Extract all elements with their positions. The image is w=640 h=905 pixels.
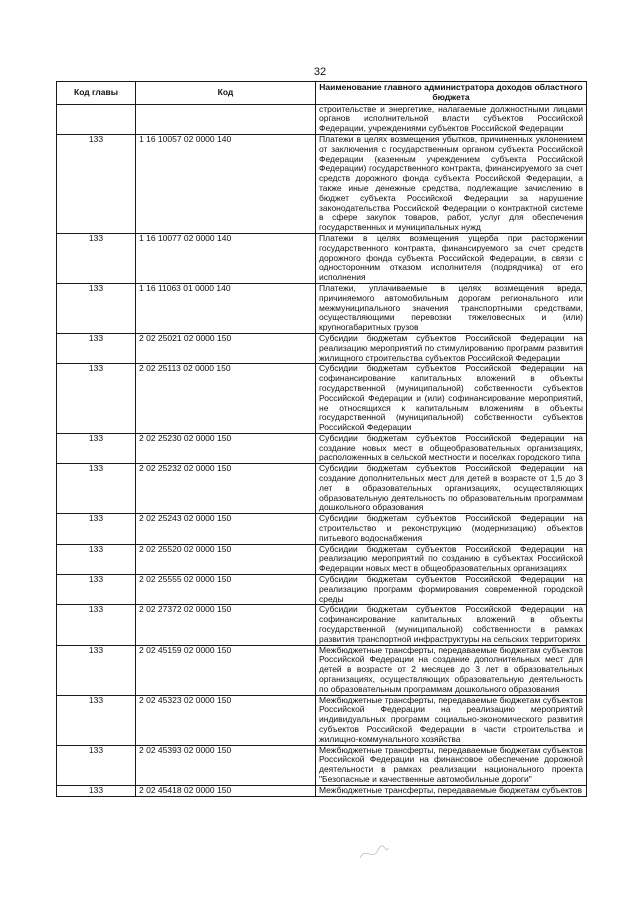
table-row	[57, 514, 587, 544]
name-cell: Платежи, уплачиваемые в целях возмещения вреда, причиняемого автомобильным дорогам регионального или межмуниципального значения транспортными средствами, осуществляющими перевозки тяжеловесных и (или) крупногабаритных грузов	[316, 283, 587, 333]
chapter-cell: 133	[57, 233, 136, 283]
table-row	[57, 364, 587, 434]
table-row	[57, 605, 587, 645]
chapter-cell: 133	[57, 695, 136, 745]
table-row	[57, 695, 587, 745]
header-chapter-code: Код главы	[57, 82, 136, 105]
chapter-cell: 133	[57, 283, 136, 333]
chapter-cell: 133	[57, 785, 136, 796]
table-row	[57, 645, 587, 695]
code-cell: 2 02 45418 02 0000 150	[136, 785, 316, 796]
code-cell: 2 02 25520 02 0000 150	[136, 544, 316, 574]
code-cell	[136, 104, 316, 134]
code-cell: 2 02 25021 02 0000 150	[136, 333, 316, 363]
revenue-administrators-table	[56, 81, 587, 797]
code-cell: 2 02 45393 02 0000 150	[136, 745, 316, 785]
chapter-cell: 133	[57, 645, 136, 695]
name-cell: Субсидии бюджетам субъектов Российской Федерации на реализацию мероприятий по созданию в субъектах Российской Федерации новых мест в общеобразовательных организациях	[316, 544, 587, 574]
chapter-cell: 133	[57, 605, 136, 645]
code-cell: 2 02 45159 02 0000 150	[136, 645, 316, 695]
chapter-cell	[57, 104, 136, 134]
table-row	[57, 464, 587, 514]
chapter-cell: 133	[57, 514, 136, 544]
chapter-cell: 133	[57, 134, 136, 233]
table-row	[57, 785, 587, 796]
chapter-cell: 133	[57, 575, 136, 605]
chapter-cell: 133	[57, 745, 136, 785]
name-cell: Субсидии бюджетам субъектов Российской Федерации на создание дополнительных мест для детей в возрасте от 1,5 до 3 лет в образовательных организациях, осуществляющих образовательную деятельность по образовательным программам дошкольного образования	[316, 464, 587, 514]
chapter-cell: 133	[57, 333, 136, 363]
table-row	[57, 134, 587, 233]
header-code: Код	[136, 82, 316, 105]
code-cell: 2 02 45323 02 0000 150	[136, 695, 316, 745]
code-cell: 1 16 11063 01 0000 140	[136, 283, 316, 333]
table-row	[57, 333, 587, 363]
table-header-row	[57, 82, 587, 105]
pen-mark	[358, 842, 390, 864]
name-cell: Межбюджетные трансферты, передаваемые бюджетам субъектов Российской Федерации на реализацию мероприятий индивидуальных программ социально-экономического развития субъектов Российской Федерации в части строительства и жилищно-коммунального хозяйства	[316, 695, 587, 745]
name-cell: Субсидии бюджетам субъектов Российской Федерации на реализацию программ формирования современной городской среды	[316, 575, 587, 605]
table-row	[57, 104, 587, 134]
name-cell: Субсидии бюджетам субъектов Российской Федерации на реализацию мероприятий по стимулированию программ развития жилищного строительства субъектов Российской Федерации	[316, 333, 587, 363]
code-cell: 2 02 25555 02 0000 150	[136, 575, 316, 605]
name-cell: Платежи в целях возмещения ущерба при расторжении государственного контракта, финансируемого за счет средств дорожного фонда субъекта Российской Федерации, в связи с односторонним отказом исполнителя (подрядчика) от его исполнения	[316, 233, 587, 283]
name-cell: строительстве и энергетике, налагаемые должностными лицами органов исполнительной власти субъектов Российской Федерации, учреждениями субъектов Российской Федерации	[316, 104, 587, 134]
page-number: 32	[313, 66, 327, 78]
code-cell: 1 16 10077 02 0000 140	[136, 233, 316, 283]
code-cell: 2 02 25230 02 0000 150	[136, 433, 316, 463]
chapter-cell: 133	[57, 464, 136, 514]
table-row	[57, 745, 587, 785]
table-row	[57, 433, 587, 463]
table-row	[57, 544, 587, 574]
name-cell: Субсидии бюджетам субъектов Российской Федерации на создание новых мест в общеобразовательных организациях, расположенных в сельской местности и поселках городского типа	[316, 433, 587, 463]
code-cell: 2 02 25113 02 0000 150	[136, 364, 316, 434]
table-row	[57, 233, 587, 283]
name-cell: Платежи в целях возмещения убытков, причиненных уклонением от заключения с государственным органом субъекта Российской Федерации (казенным учреждением субъекта Российской Федерации) государственного контракта, финансируемого за счет средств дорожного фонда субъекта Российской Федерации, а также иные денежные средства, подлежащие зачислению в бюджет субъекта Российской Федерации за нарушение законодательства Российской Федерации о контрактной системе в сфере закупок товаров, работ, услуг для обеспечения государственных и муниципальных нужд	[316, 134, 587, 233]
chapter-cell: 133	[57, 364, 136, 434]
name-cell: Субсидии бюджетам субъектов Российской Федерации на софинансирование капитальных вложений в объекты государственной (муниципальной) собственности субъектов Российской Федерации и (или) софинансирование мероприятий, не относящихся к капитальным вложениям в объекты государственной (муниципальной) собственности субъектов Российской Федерации	[316, 364, 587, 434]
code-cell: 2 02 25243 02 0000 150	[136, 514, 316, 544]
chapter-cell: 133	[57, 544, 136, 574]
name-cell: Субсидии бюджетам субъектов Российской Федерации на строительство и реконструкцию (модернизацию) объектов питьевого водоснабжения	[316, 514, 587, 544]
code-cell: 2 02 25232 02 0000 150	[136, 464, 316, 514]
code-cell: 2 02 27372 02 0000 150	[136, 605, 316, 645]
table-row	[57, 575, 587, 605]
name-cell: Субсидии бюджетам субъектов Российской Федерации на софинансирование капитальных вложений в объекты государственной (муниципальной) собственности в рамках развития транспортной инфраструктуры на сельских территориях	[316, 605, 587, 645]
header-name: Наименование главного администратора доходов областного бюджета	[316, 82, 587, 105]
name-cell: Межбюджетные трансферты, передаваемые бюджетам субъектов	[316, 785, 587, 796]
name-cell: Межбюджетные трансферты, передаваемые бюджетам субъектов Российской Федерации на финансовое обеспечение дорожной деятельности в рамках реализации национального проекта "Безопасные и качественные автомобильные дороги"	[316, 745, 587, 785]
code-cell: 1 16 10057 02 0000 140	[136, 134, 316, 233]
name-cell: Межбюджетные трансферты, передаваемые бюджетам субъектов Российской Федерации на создание дополнительных мест для детей в возрасте от 2 месяцев до 3 лет в образовательных организациях, осуществляющих образовательную деятельность по образовательным программам дошкольного образования	[316, 645, 587, 695]
chapter-cell: 133	[57, 433, 136, 463]
table-row	[57, 283, 587, 333]
